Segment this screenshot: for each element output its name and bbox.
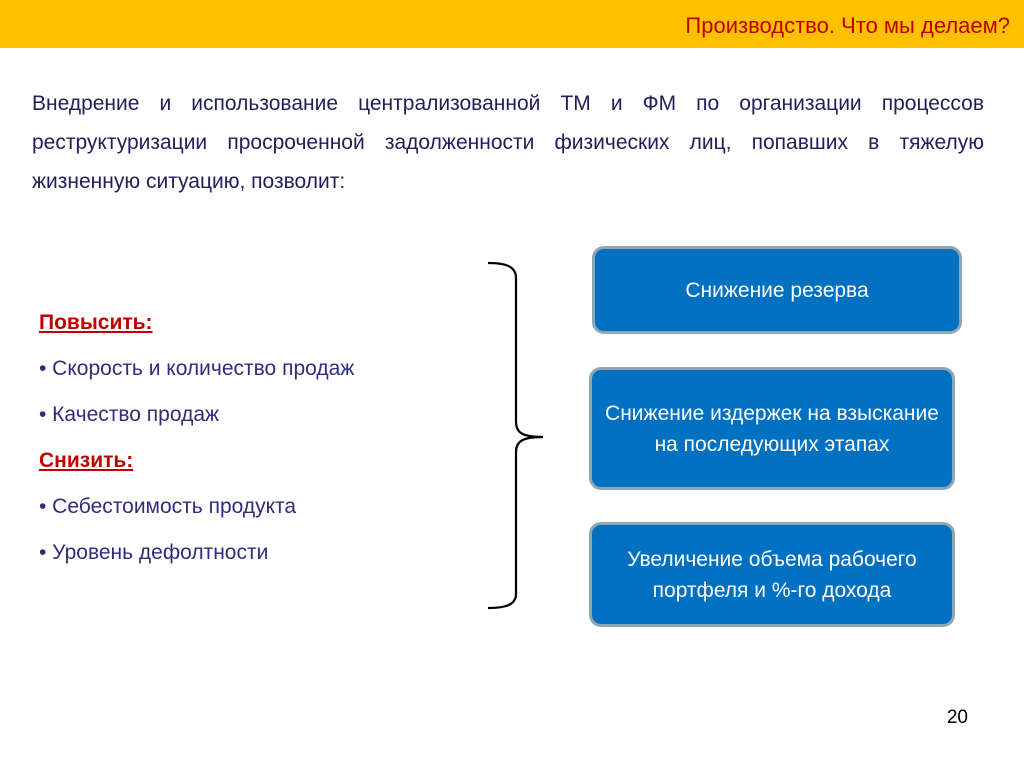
page-number: 20 bbox=[946, 707, 968, 728]
result-box-collection-costs bbox=[589, 367, 955, 490]
result-box-reserve-reduction bbox=[592, 246, 962, 334]
header-bar bbox=[0, 0, 1024, 48]
result-box-portfolio-growth bbox=[589, 522, 955, 627]
increase-heading: Повысить: bbox=[39, 311, 153, 334]
curly-brace-connector bbox=[485, 258, 555, 614]
result-box-label: Увеличение объема рабочего портфеля и %-го дохода bbox=[627, 547, 917, 602]
effects-list bbox=[39, 300, 459, 576]
result-box-label: Снижение резерва bbox=[685, 278, 869, 302]
increase-item: • Качество продаж bbox=[39, 403, 220, 426]
decrease-heading: Снизить: bbox=[39, 449, 134, 472]
result-box-label: Снижение издержек на взыскание на последующих этапах bbox=[605, 401, 939, 456]
decrease-item: • Себестоимость продукта bbox=[39, 495, 297, 518]
increase-item: • Скорость и количество продаж bbox=[39, 357, 355, 380]
intro-text: Внедрение и использование централизованной ТМ и ФМ по организации процессов реструктуризации просроченной задолженности физических лиц, попавших в тяжелую жизненную ситуацию, позволит: bbox=[32, 92, 984, 193]
decrease-item: • Уровень дефолтности bbox=[39, 541, 269, 564]
slide-title: Производство. Что мы делаем? bbox=[685, 13, 1010, 38]
